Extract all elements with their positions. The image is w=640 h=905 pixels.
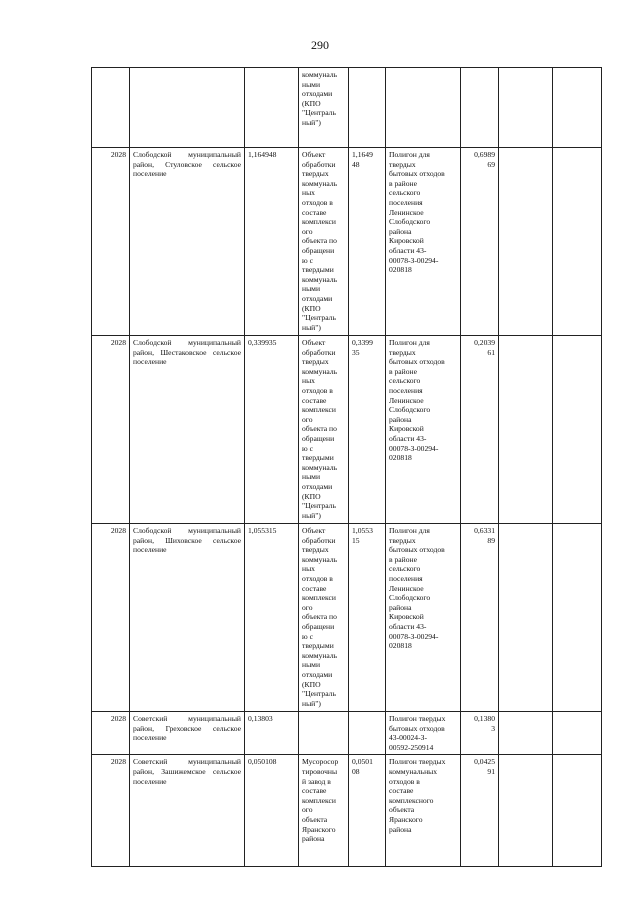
cell-landfill xyxy=(386,755,461,867)
landfill-text: Полигон для твердых бытовых отходов в районе сельского поселения Ленинское Слободского района Кировской области 43- 00078-З-00294- 020818 xyxy=(389,526,445,651)
cell-territory xyxy=(130,68,245,148)
year-text: 2028 xyxy=(110,338,126,347)
waste-flow-table xyxy=(91,67,602,867)
object-text: Мусоросор тировочны й завод в составе комплекси ого объекта Яранского района xyxy=(302,757,339,844)
landfill-text: Полигон твердых бытовых отходов 43-00024-З- 00592-250914 xyxy=(389,714,446,752)
cell-mass xyxy=(245,336,299,524)
cell-object xyxy=(299,68,349,148)
territory-text: Советский муниципальный район, Зашижемское сельское поселение xyxy=(133,757,241,786)
cell-territory xyxy=(130,336,245,524)
cell-share xyxy=(461,755,499,867)
cell-year xyxy=(92,755,130,867)
object-text: Объект обработки твердых коммуналь ных отходов в составе комплекси ого объекта по обращени ю с твердыми коммуналь ными отходами (КПО "Централь ный") xyxy=(302,150,338,332)
cell-empty-col-8 xyxy=(499,336,553,524)
mass-text: 1,055315 xyxy=(248,526,277,535)
cell-year xyxy=(92,524,130,712)
cell-empty-col-9 xyxy=(553,755,602,867)
year-text: 2028 xyxy=(110,526,126,535)
cell-share xyxy=(461,712,499,755)
mass-text: 0,13803 xyxy=(248,714,273,723)
cell-value xyxy=(349,68,386,148)
cell-empty-col-8 xyxy=(499,68,553,148)
cell-territory xyxy=(130,524,245,712)
cell-landfill xyxy=(386,148,461,336)
mass-text: 1,164948 xyxy=(248,150,277,159)
landfill-text: Полигон для твердых бытовых отходов в районе сельского поселения Ленинское Слободского района Кировской области 43- 00078-З-00294- 020818 xyxy=(389,338,445,463)
cell-territory xyxy=(130,755,245,867)
cell-empty-col-8 xyxy=(499,524,553,712)
mass-text: 0,339935 xyxy=(248,338,277,347)
object-text: Объект обработки твердых коммуналь ных отходов в составе комплекси ого объекта по обращени ю с твердыми коммуналь ными отходами (КПО "Централь ный") xyxy=(302,338,338,520)
cell-object xyxy=(299,148,349,336)
table-row xyxy=(92,336,602,524)
value-text: 0,3399 35 xyxy=(352,338,373,357)
table-row xyxy=(92,68,602,148)
cell-year xyxy=(92,148,130,336)
cell-year xyxy=(92,712,130,755)
share-text: 0,2039 61 xyxy=(474,338,495,357)
share-text: 0,6331 89 xyxy=(474,526,495,545)
cell-year xyxy=(92,68,130,148)
landfill-text: Полигон твердых коммунальных отходов в составе комплексного объекта Яранского района xyxy=(389,757,446,834)
cell-object xyxy=(299,524,349,712)
cell-territory xyxy=(130,148,245,336)
territory-text: Слободской муниципальный район, Шиховское сельское поселение xyxy=(133,526,241,555)
table-row xyxy=(92,524,602,712)
territory-text: Советский муниципальный район, Греховское сельское поселение xyxy=(133,714,241,743)
year-text: 2028 xyxy=(110,150,126,159)
landfill-text: Полигон для твердых бытовых отходов в районе сельского поселения Ленинское Слободского района Кировской области 43- 00078-З-00294- 020818 xyxy=(389,150,445,275)
object-text: коммуналь ными отходами (КПО "Централь ный") xyxy=(302,70,338,127)
cell-value xyxy=(349,148,386,336)
territory-text: Слободской муниципальный район, Шестаковское сельское поселение xyxy=(133,338,241,367)
value-text: 1,1649 48 xyxy=(352,150,373,169)
table-row xyxy=(92,755,602,867)
cell-empty-col-8 xyxy=(499,148,553,336)
value-text: 1,0553 15 xyxy=(352,526,373,545)
cell-mass xyxy=(245,68,299,148)
cell-year xyxy=(92,336,130,524)
cell-landfill xyxy=(386,336,461,524)
cell-object xyxy=(299,755,349,867)
cell-landfill xyxy=(386,524,461,712)
cell-territory xyxy=(130,712,245,755)
cell-value xyxy=(349,524,386,712)
page-number: 290 xyxy=(311,38,329,52)
cell-empty-col-9 xyxy=(553,148,602,336)
year-text: 2028 xyxy=(110,757,126,767)
cell-empty-col-9 xyxy=(553,712,602,755)
cell-mass xyxy=(245,148,299,336)
cell-landfill xyxy=(386,68,461,148)
cell-mass xyxy=(245,524,299,712)
cell-value xyxy=(349,755,386,867)
object-text: Объект обработки твердых коммуналь ных отходов в составе комплекси ого объекта по обращени ю с твердыми коммуналь ными отходами (КПО "Централь ный") xyxy=(302,526,338,708)
cell-mass xyxy=(245,755,299,867)
cell-share xyxy=(461,524,499,712)
table-row xyxy=(92,148,602,336)
cell-mass xyxy=(245,712,299,755)
mass-text: 0,050108 xyxy=(248,757,277,767)
cell-share xyxy=(461,148,499,336)
year-text: 2028 xyxy=(110,714,126,723)
cell-empty-col-9 xyxy=(553,336,602,524)
cell-share xyxy=(461,336,499,524)
territory-text: Слободской муниципальный район, Стуловское сельское поселение xyxy=(133,150,241,179)
share-text: 0,6989 69 xyxy=(474,150,495,169)
cell-object xyxy=(299,712,349,755)
cell-empty-col-8 xyxy=(499,755,553,867)
value-text: 0,0501 08 xyxy=(352,757,373,776)
cell-empty-col-9 xyxy=(553,524,602,712)
table-row xyxy=(92,712,602,755)
cell-object xyxy=(299,336,349,524)
share-text: 0,1380 3 xyxy=(474,714,495,733)
cell-value xyxy=(349,712,386,755)
cell-value xyxy=(349,336,386,524)
cell-empty-col-9 xyxy=(553,68,602,148)
share-text: 0,0425 91 xyxy=(474,757,495,776)
cell-empty-col-8 xyxy=(499,712,553,755)
cell-share xyxy=(461,68,499,148)
cell-landfill xyxy=(386,712,461,755)
